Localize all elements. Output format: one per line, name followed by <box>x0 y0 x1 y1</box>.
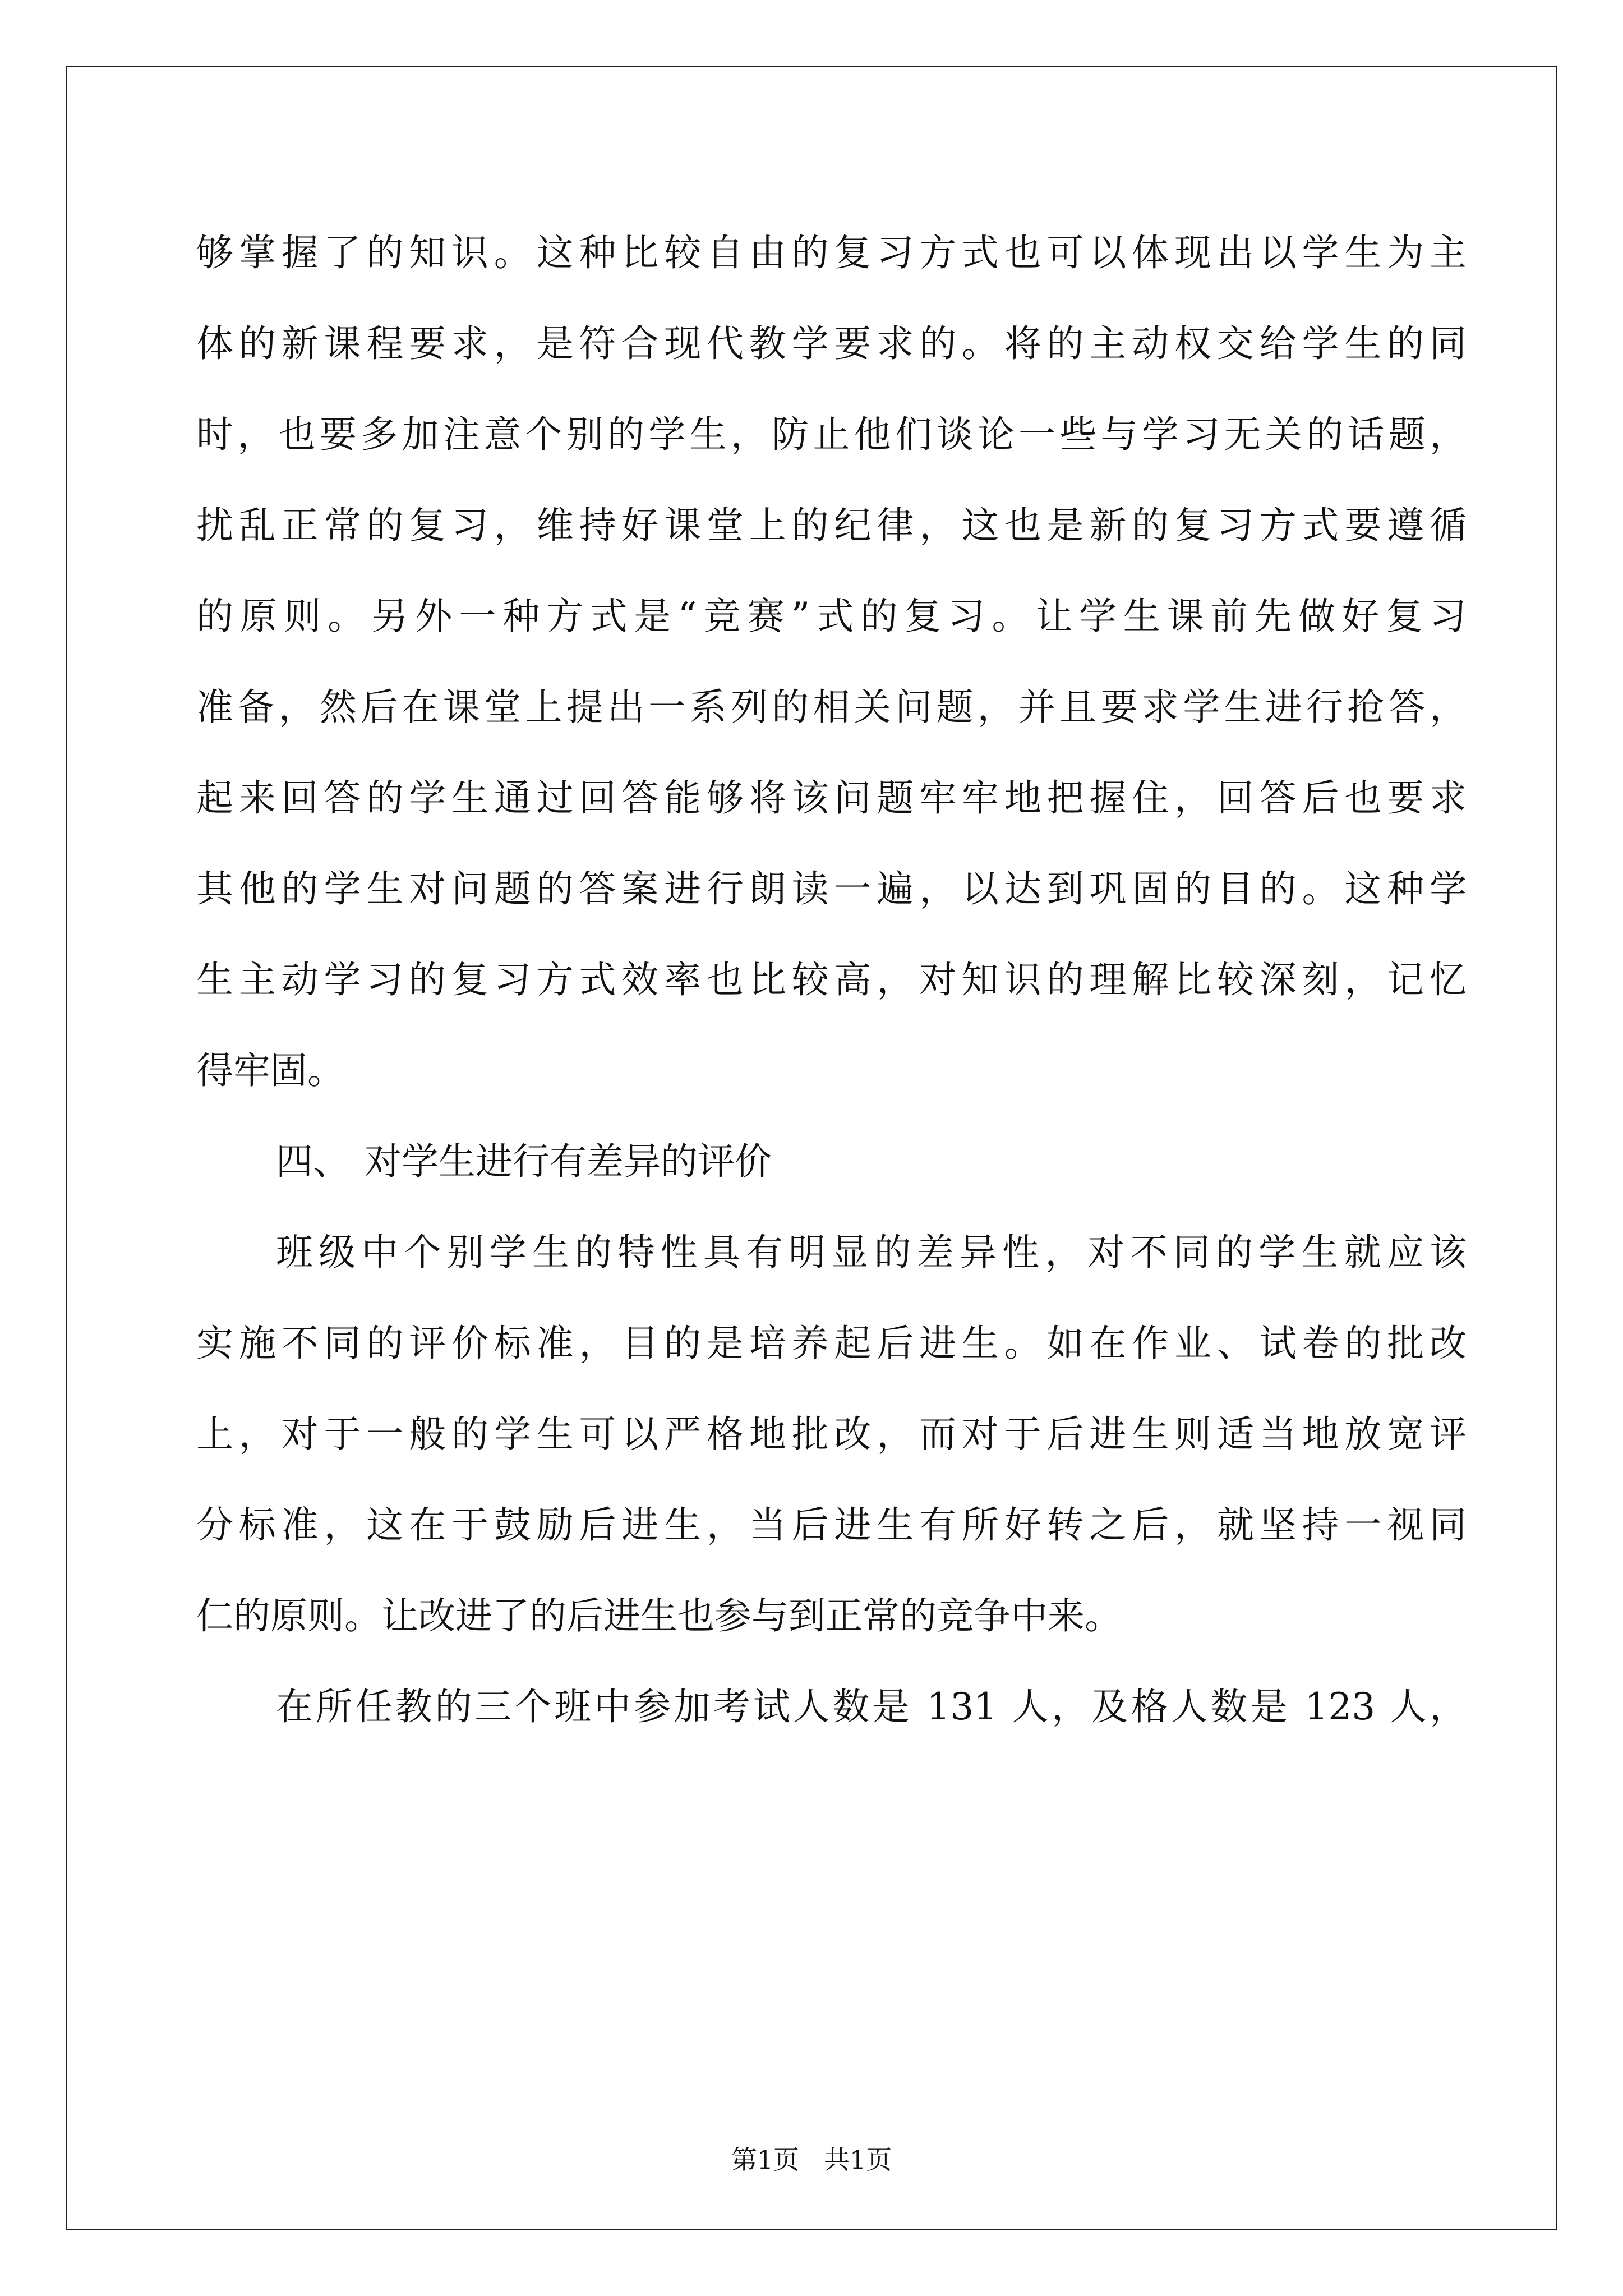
text-line: 班级中个别学生的特性具有明显的差异性，对不同的学生就应该 <box>276 1231 1467 1274</box>
text-line: 分标准，这在于鼓励后进生，当后进生有所好转之后，就坚持一视同 <box>196 1503 1467 1547</box>
text-line: 准备，然后在课堂上提出一系列的相关问题，并且要求学生进行抢答， <box>196 685 1467 729</box>
text-line: 实施不同的评价标准，目的是培养起后进生。如在作业、试卷的批改 <box>196 1322 1467 1365</box>
section-number: 四、 <box>276 1140 350 1183</box>
text-line: 在所任教的三个班中参加考试人数是 131 人，及格人数是 123 人， <box>276 1685 1467 1728</box>
text-line: 得牢固。 <box>196 1049 344 1092</box>
text-line: 上，对于一般的学生可以严格地批改，而对于后进生则适当地放宽评 <box>196 1412 1467 1456</box>
text-line: 起来回答的学生通过回答能够将该问题牢牢地把握住，回答后也要求 <box>196 776 1467 820</box>
text-line: 仁的原则。让改进了的后进生也参与到正常的竞争中来。 <box>196 1594 1122 1637</box>
text-line: 扰乱正常的复习，维持好课堂上的纪律，这也是新的复习方式要遵循 <box>196 504 1467 547</box>
document-body <box>196 208 1467 1752</box>
text-line: 够掌握了的知识。这种比较自由的复习方式也可以体现出以学生为主 <box>196 231 1467 274</box>
page-footer <box>0 2143 1623 2177</box>
page-total: 共1页 <box>824 2145 892 2175</box>
page-number: 第1页 <box>731 2145 799 2175</box>
text-line: 的原则。另外一种方式是“竞赛”式的复习。让学生课前先做好复习 <box>196 595 1467 638</box>
section-heading <box>196 1116 1467 1207</box>
text-line: 体的新课程要求，是符合现代教学要求的。将的主动权交给学生的同 <box>196 322 1467 365</box>
section-title: 对学生进行有差异的评价 <box>365 1140 772 1183</box>
text-line: 其他的学生对问题的答案进行朗读一遍，以达到巩固的目的。这种学 <box>196 867 1467 910</box>
text-line: 时，也要多加注意个别的学生，防止他们谈论一些与学习无关的话题， <box>196 413 1467 456</box>
text-line: 生主动学习的复习方式效率也比较高，对知识的理解比较深刻，记忆 <box>196 958 1467 1001</box>
